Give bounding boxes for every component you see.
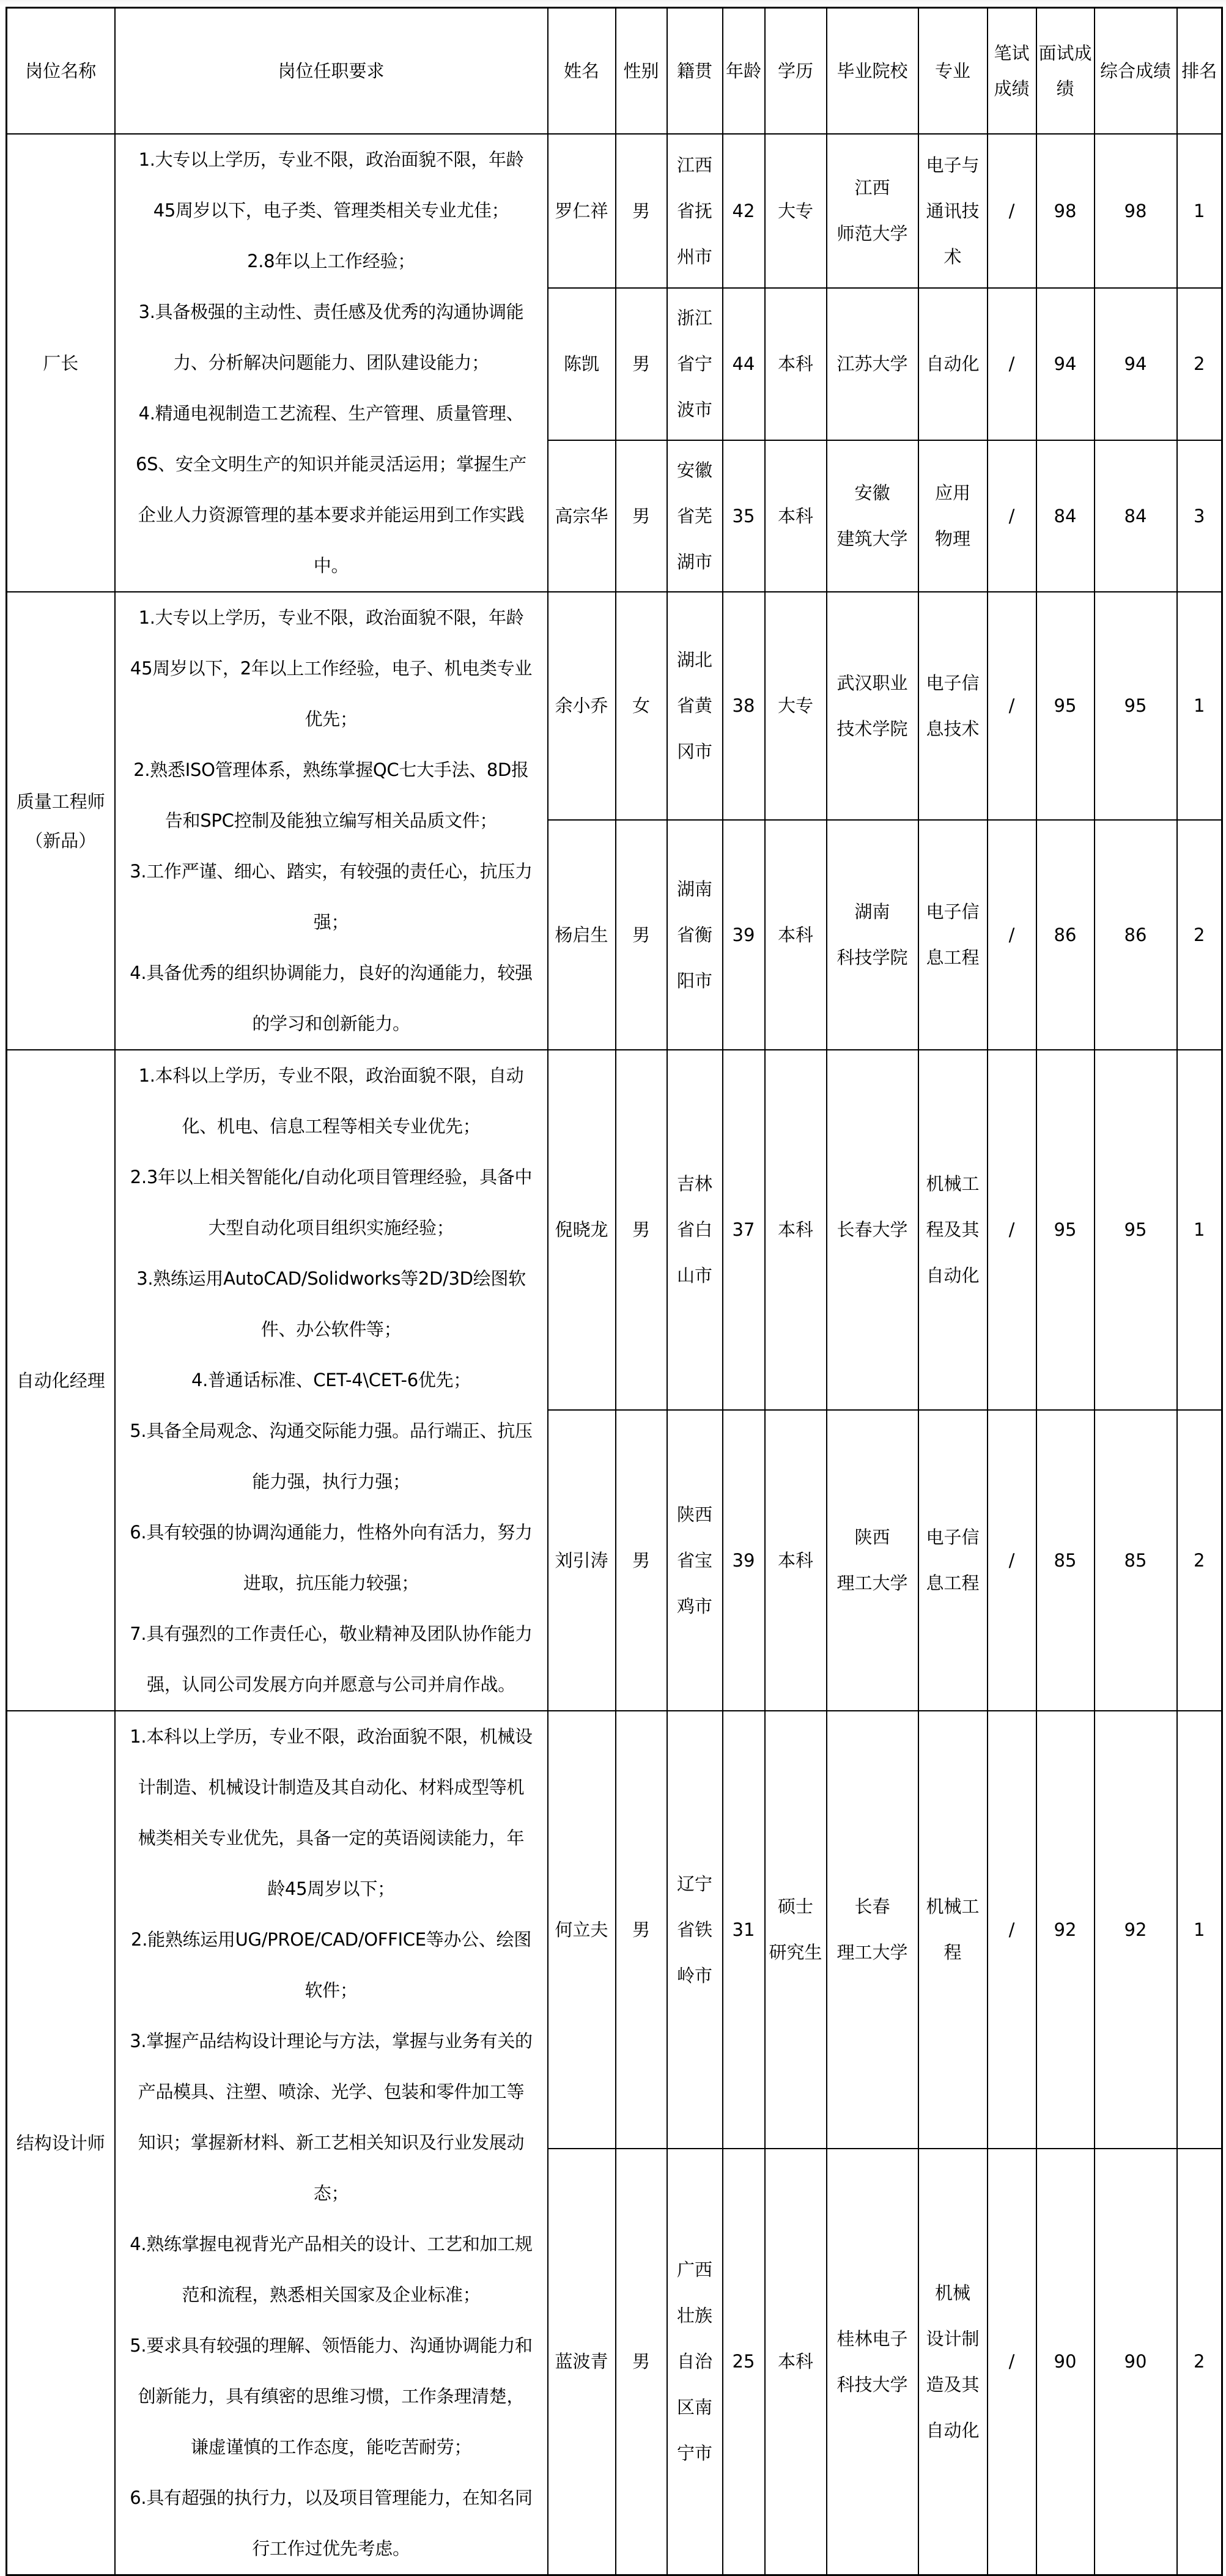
candidate-name: 余小乔	[548, 592, 616, 820]
candidate-school	[827, 440, 918, 592]
requirement-line: 4.熟练掌握电视背光产品相关的设计、工艺和加工规	[130, 2234, 533, 2254]
candidate-hometown-line: 安徽	[676, 459, 712, 481]
candidate-education-line: 本科	[777, 1219, 813, 1241]
candidate-school	[827, 820, 918, 1050]
candidate-school-line: 理工大学	[836, 1942, 908, 1963]
candidate-age: 35	[723, 440, 765, 592]
candidate-major	[918, 440, 988, 592]
position-name	[7, 134, 115, 592]
requirement-line: 的学习和创新能力。	[252, 1013, 410, 1034]
requirement-line: 2.熟悉ISO管理体系，熟练掌握QC七大手法、8D报	[133, 759, 529, 780]
requirement-line: 行工作过优先考虑。	[252, 2538, 410, 2559]
candidate-school-line: 江苏大学	[836, 353, 908, 374]
interview-score: 95	[1036, 592, 1095, 820]
candidate-age: 42	[723, 134, 765, 288]
requirement-line: 7.具有强烈的工作责任心，敬业精神及团队协作能力	[130, 1623, 533, 1644]
candidate-major-line: 自动化	[926, 1265, 980, 1286]
requirement-line: 化、机电、信息工程等相关专业优先；	[182, 1116, 481, 1137]
position-requirements	[115, 1050, 548, 1711]
candidate-hometown-line: 自治	[676, 2351, 712, 2372]
candidate-ranking-table	[6, 7, 1223, 2576]
written-score: /	[988, 820, 1036, 1050]
candidate-hometown-line: 省芜	[676, 505, 712, 526]
candidate-hometown	[667, 440, 723, 592]
candidate-major	[918, 1050, 988, 1410]
candidate-hometown-line: 湖北	[676, 649, 712, 671]
total-score: 94	[1095, 288, 1177, 440]
table-row	[7, 1050, 1222, 1410]
requirement-line: 大型自动化项目组织实施经验；	[208, 1217, 454, 1238]
candidate-education	[765, 1410, 827, 1711]
candidate-hometown-line: 湖南	[676, 878, 712, 899]
header-requirements: 岗位任职要求	[115, 8, 548, 135]
candidate-hometown-line: 岭市	[676, 1965, 712, 1986]
interview-score: 84	[1036, 440, 1095, 592]
requirement-line: 5.具备全局观念、沟通交际能力强。品行端正、抗压	[130, 1420, 533, 1441]
requirement-line: 范和流程，熟悉相关国家及企业标准；	[182, 2284, 481, 2305]
written-score: /	[988, 1711, 1036, 2149]
candidate-education-line: 研究生	[769, 1942, 822, 1963]
candidate-education-line: 本科	[777, 1549, 813, 1571]
candidate-gender: 男	[616, 820, 667, 1050]
candidate-name: 倪晓龙	[548, 1050, 616, 1410]
candidate-hometown	[667, 2149, 723, 2575]
candidate-hometown	[667, 820, 723, 1050]
candidate-hometown-line: 吉林	[676, 1173, 712, 1195]
candidate-major-line: 物理	[934, 528, 970, 549]
candidate-major-line: 息技术	[926, 718, 980, 739]
candidate-gender: 男	[616, 134, 667, 288]
candidate-education-line: 大专	[777, 695, 813, 717]
candidate-major-line: 自动化	[926, 353, 980, 374]
candidate-rank: 1	[1177, 134, 1222, 288]
candidate-major-line: 自动化	[926, 2419, 980, 2441]
total-score: 95	[1095, 1050, 1177, 1410]
candidate-gender: 男	[616, 1050, 667, 1410]
candidate-school-line: 技术学院	[836, 718, 908, 739]
requirement-line: 态；	[313, 2183, 349, 2204]
total-score: 86	[1095, 820, 1177, 1050]
candidate-hometown-line: 省宁	[676, 353, 712, 374]
candidate-hometown-line: 广西	[676, 2259, 712, 2281]
candidate-hometown-line: 宁市	[676, 2443, 712, 2464]
candidate-name: 陈凯	[548, 288, 616, 440]
candidate-hometown-line: 江西	[676, 154, 712, 175]
candidate-age: 38	[723, 592, 765, 820]
candidate-rank: 1	[1177, 1711, 1222, 2149]
candidate-major	[918, 1711, 988, 2149]
candidate-education	[765, 2149, 827, 2575]
candidate-education-line: 本科	[777, 2351, 813, 2372]
position-name	[7, 1050, 115, 1711]
table-body	[7, 134, 1222, 2575]
header-gender: 性别	[616, 8, 667, 135]
candidate-age: 44	[723, 288, 765, 440]
requirement-line: 中。	[313, 555, 349, 576]
candidate-education-line: 本科	[777, 505, 813, 526]
candidate-hometown-line: 辽宁	[676, 1873, 712, 1894]
candidate-rank: 2	[1177, 288, 1222, 440]
candidate-school	[827, 592, 918, 820]
written-score: /	[988, 2149, 1036, 2575]
candidate-hometown-line: 山市	[676, 1265, 712, 1286]
candidate-school-line: 桂林电子	[836, 2328, 908, 2349]
position-line: 自动化经理	[16, 1370, 105, 1391]
candidate-major-line: 机械工	[926, 1896, 980, 1917]
candidate-gender: 男	[616, 1711, 667, 2149]
candidate-age: 39	[723, 820, 765, 1050]
interview-score: 95	[1036, 1050, 1095, 1410]
candidate-name: 杨启生	[548, 820, 616, 1050]
interview-score: 86	[1036, 820, 1095, 1050]
requirement-line: 6.具有较强的协调沟通能力，性格外向有活力，努力	[130, 1522, 533, 1543]
requirement-line: 械类相关专业优先，具备一定的英语阅读能力，年	[138, 1828, 525, 1848]
candidate-school-line: 湖南	[854, 901, 890, 923]
written-score: /	[988, 592, 1036, 820]
position-line: 厂长	[43, 352, 79, 374]
candidate-hometown	[667, 134, 723, 288]
candidate-gender: 男	[616, 288, 667, 440]
candidate-major	[918, 288, 988, 440]
candidate-gender: 男	[616, 1410, 667, 1711]
candidate-education-line: 硕士	[777, 1896, 813, 1917]
requirement-line: 1.本科以上学历，专业不限，政治面貌不限，自动	[138, 1065, 524, 1086]
candidate-major-line: 造及其	[926, 2374, 980, 2395]
header-position: 岗位名称	[7, 8, 115, 135]
requirement-line: 软件；	[305, 1980, 358, 2001]
candidate-hometown-line: 省衡	[676, 924, 712, 945]
candidate-major-line: 机械	[934, 2282, 970, 2303]
requirement-line: 1.大专以上学历，专业不限，政治面貌不限，年龄	[138, 607, 524, 628]
header-hometown: 籍贯	[667, 8, 723, 135]
candidate-rank: 1	[1177, 592, 1222, 820]
header-total-score: 综合成绩	[1095, 8, 1177, 135]
candidate-school-line: 科技大学	[836, 2374, 908, 2395]
interview-score: 85	[1036, 1410, 1095, 1711]
candidate-education	[765, 1711, 827, 2149]
candidate-hometown	[667, 1410, 723, 1711]
header-written-score	[988, 8, 1036, 135]
total-score: 90	[1095, 2149, 1177, 2575]
candidate-name: 高宗华	[548, 440, 616, 592]
candidate-major-line: 电子信	[926, 672, 980, 693]
candidate-education	[765, 440, 827, 592]
requirement-line: 创新能力，具有缜密的思维习惯，工作条理清楚，	[138, 2386, 525, 2407]
total-score: 85	[1095, 1410, 1177, 1711]
candidate-hometown-line: 区南	[676, 2397, 712, 2418]
header-name: 姓名	[548, 8, 616, 135]
candidate-hometown-line: 湖市	[676, 551, 712, 572]
header-rank: 排名	[1177, 8, 1222, 135]
candidate-school	[827, 1050, 918, 1410]
candidate-hometown-line: 壮族	[676, 2305, 712, 2327]
written-score: /	[988, 440, 1036, 592]
candidate-hometown	[667, 1711, 723, 2149]
candidate-hometown-line: 陕西	[676, 1504, 712, 1525]
position-name	[7, 592, 115, 1050]
candidate-education	[765, 1050, 827, 1410]
interview-score: 94	[1036, 288, 1095, 440]
candidate-gender: 女	[616, 592, 667, 820]
candidate-hometown-line: 州市	[676, 246, 712, 267]
position-requirements	[115, 1711, 548, 2575]
candidate-major-line: 息工程	[926, 947, 980, 969]
header-school: 毕业院校	[827, 8, 918, 135]
total-score: 98	[1095, 134, 1177, 288]
candidate-rank: 2	[1177, 2149, 1222, 2575]
requirement-line: 3.熟练运用AutoCAD/Solidworks等2D/3D绘图软	[136, 1268, 526, 1289]
candidate-major-line: 机械工	[926, 1173, 980, 1195]
candidate-school-line: 陕西	[854, 1527, 890, 1548]
candidate-school-line: 江西	[854, 177, 890, 198]
position-requirements	[115, 134, 548, 592]
written-score: /	[988, 288, 1036, 440]
requirement-line: 计制造、机械设计制造及其自动化、材料成型等机	[138, 1777, 525, 1798]
candidate-hometown	[667, 1050, 723, 1410]
candidate-age: 31	[723, 1711, 765, 2149]
requirement-line: 进取，抗压能力较强；	[243, 1573, 419, 1593]
header-major: 专业	[918, 8, 988, 135]
requirement-line: 龄45周岁以下；	[267, 1878, 395, 1899]
candidate-school-line: 理工大学	[836, 1573, 908, 1594]
candidate-school-line: 建筑大学	[836, 528, 908, 549]
requirement-line: 2.8年以上工作经验；	[247, 251, 415, 271]
candidate-name: 何立夫	[548, 1711, 616, 2149]
requirement-line: 5.要求具有较强的理解、领悟能力、沟通协调能力和	[130, 2335, 533, 2356]
candidate-school	[827, 1711, 918, 2149]
candidate-education	[765, 592, 827, 820]
table-row	[7, 592, 1222, 820]
candidate-school	[827, 134, 918, 288]
interview-score: 98	[1036, 134, 1095, 288]
candidate-education	[765, 134, 827, 288]
candidate-major	[918, 1410, 988, 1711]
candidate-major-line: 息工程	[926, 1573, 980, 1594]
candidate-rank: 2	[1177, 1410, 1222, 1711]
requirement-line: 能力强，执行力强；	[252, 1471, 410, 1492]
candidate-school-line: 长春	[854, 1896, 890, 1917]
requirement-line: 45周岁以下，2年以上工作经验，电子、机电类专业	[130, 658, 533, 679]
candidate-hometown-line: 省宝	[676, 1549, 712, 1571]
candidate-hometown-line: 省白	[676, 1219, 712, 1241]
table-row	[7, 1711, 1222, 2149]
candidate-age: 39	[723, 1410, 765, 1711]
requirement-line: 1.本科以上学历，专业不限，政治面貌不限，机械设	[130, 1726, 533, 1747]
total-score: 95	[1095, 592, 1177, 820]
candidate-education-line: 本科	[777, 353, 813, 374]
candidate-hometown-line: 浙江	[676, 308, 712, 328]
candidate-age: 37	[723, 1050, 765, 1410]
candidate-hometown-line: 省抚	[676, 200, 712, 221]
requirement-line: 力、分析解决问题能力、团队建设能力；	[173, 352, 489, 373]
requirement-line: 告和SPC控制及能独立编写相关品质文件；	[164, 810, 498, 831]
header-interview-line: 面试成	[1038, 43, 1092, 64]
requirement-line: 2.3年以上相关智能化/自动化项目管理经验，具备中	[130, 1167, 533, 1187]
candidate-major-line: 电子信	[926, 901, 980, 923]
candidate-hometown-line: 阳市	[676, 970, 712, 991]
candidate-school	[827, 2149, 918, 2575]
candidate-gender: 男	[616, 2149, 667, 2575]
requirement-line: 4.精通电视制造工艺流程、生产管理、质量管理、	[138, 403, 524, 424]
candidate-gender: 男	[616, 440, 667, 592]
written-score: /	[988, 134, 1036, 288]
total-score: 92	[1095, 1711, 1177, 2149]
header-interview-score	[1036, 8, 1095, 135]
requirement-line: 产品模具、注塑、喷涂、光学、包装和零件加工等	[138, 2081, 525, 2102]
candidate-hometown	[667, 592, 723, 820]
requirement-line: 知识；掌握新材料、新工艺相关知识及行业发展动	[138, 2132, 525, 2153]
requirement-line: 强，认同公司发展方向并愿意与公司并肩作战。	[147, 1674, 515, 1695]
candidate-major-line: 程及其	[926, 1219, 980, 1241]
requirement-line: 企业人力资源管理的基本要求并能运用到工作实践	[138, 504, 525, 525]
candidate-rank: 1	[1177, 1050, 1222, 1410]
candidate-age: 25	[723, 2149, 765, 2575]
candidate-major-line: 通讯技	[926, 200, 980, 221]
candidate-major	[918, 134, 988, 288]
position-line: 结构设计师	[16, 2132, 105, 2153]
candidate-education-line: 本科	[777, 924, 813, 945]
header-row	[7, 8, 1222, 135]
position-line: 质量工程师	[16, 791, 105, 812]
candidate-major-line: 电子与	[926, 154, 980, 175]
written-score: /	[988, 1050, 1036, 1410]
candidate-education	[765, 288, 827, 440]
requirement-line: 件、办公软件等；	[260, 1319, 402, 1340]
candidate-hometown-line: 省黄	[676, 695, 712, 717]
candidate-school	[827, 1410, 918, 1711]
candidate-major-line: 程	[944, 1942, 962, 1963]
candidate-major-line: 设计制	[926, 2328, 980, 2349]
candidate-school-line: 武汉职业	[836, 672, 908, 693]
requirement-line: 3.具备极强的主动性、责任感及优秀的沟通协调能	[138, 301, 524, 322]
requirement-line: 强；	[313, 912, 349, 932]
position-line: （新品）	[25, 830, 97, 851]
requirement-line: 6.具有超强的执行力，以及项目管理能力，在知名同	[130, 2487, 533, 2508]
header-age: 年龄	[723, 8, 765, 135]
header-education: 学历	[765, 8, 827, 135]
requirement-line: 2.能熟练运用UG/PROE/CAD/OFFICE等办公、绘图	[131, 1929, 531, 1950]
requirement-line: 4.普通话标准、CET-4\CET-6优先；	[191, 1370, 471, 1390]
cropped-title-strip	[0, 0, 1226, 6]
candidate-name: 蓝波青	[548, 2149, 616, 2575]
candidate-hometown	[667, 288, 723, 440]
requirement-line: 45周岁以下，电子类、管理类相关专业尤佳；	[153, 200, 509, 221]
header-written-line: 成绩	[994, 78, 1030, 99]
requirement-line: 3.工作严谨、细心、踏实，有较强的责任心，抗压力	[130, 861, 533, 882]
candidate-major	[918, 2149, 988, 2575]
requirement-line: 优先；	[305, 709, 358, 729]
requirement-line: 谦虚谨慎的工作态度，能吃苦耐劳；	[190, 2437, 472, 2457]
candidate-hometown-line: 波市	[676, 399, 712, 420]
candidate-school-line: 师范大学	[836, 223, 908, 244]
candidate-hometown-line: 省铁	[676, 1919, 712, 1940]
written-score: /	[988, 1410, 1036, 1711]
header-interview-line: 绩	[1056, 78, 1074, 99]
candidate-major	[918, 592, 988, 820]
candidate-name: 刘引涛	[548, 1410, 616, 1711]
candidate-hometown-line: 鸡市	[676, 1595, 712, 1617]
table-row	[7, 134, 1222, 288]
position-requirements	[115, 592, 548, 1050]
interview-score: 92	[1036, 1711, 1095, 2149]
candidate-hometown-line: 冈市	[676, 741, 712, 762]
position-name	[7, 1711, 115, 2575]
total-score: 84	[1095, 440, 1177, 592]
candidate-rank: 3	[1177, 440, 1222, 592]
candidate-education	[765, 820, 827, 1050]
interview-score: 90	[1036, 2149, 1095, 2575]
requirement-line: 4.具备优秀的组织协调能力，良好的沟通能力，较强	[130, 962, 533, 983]
candidate-education-line: 大专	[777, 200, 813, 221]
candidate-major	[918, 820, 988, 1050]
requirement-line: 1.大专以上学历，专业不限，政治面貌不限，年龄	[138, 149, 524, 170]
candidate-major-line: 术	[944, 246, 962, 267]
candidate-school-line: 安徽	[854, 482, 890, 503]
header-written-line: 笔试	[994, 43, 1030, 64]
candidate-name: 罗仁祥	[548, 134, 616, 288]
candidate-major-line: 电子信	[926, 1527, 980, 1548]
candidate-school-line: 科技学院	[836, 947, 908, 969]
requirement-line: 3.掌握产品结构设计理论与方法，掌握与业务有关的	[130, 2031, 533, 2051]
requirement-line: 6S、安全文明生产的知识并能灵活运用；掌握生产	[136, 454, 526, 474]
candidate-major-line: 应用	[934, 482, 970, 503]
candidate-rank: 2	[1177, 820, 1222, 1050]
candidate-school-line: 长春大学	[836, 1219, 908, 1241]
candidate-school	[827, 288, 918, 440]
